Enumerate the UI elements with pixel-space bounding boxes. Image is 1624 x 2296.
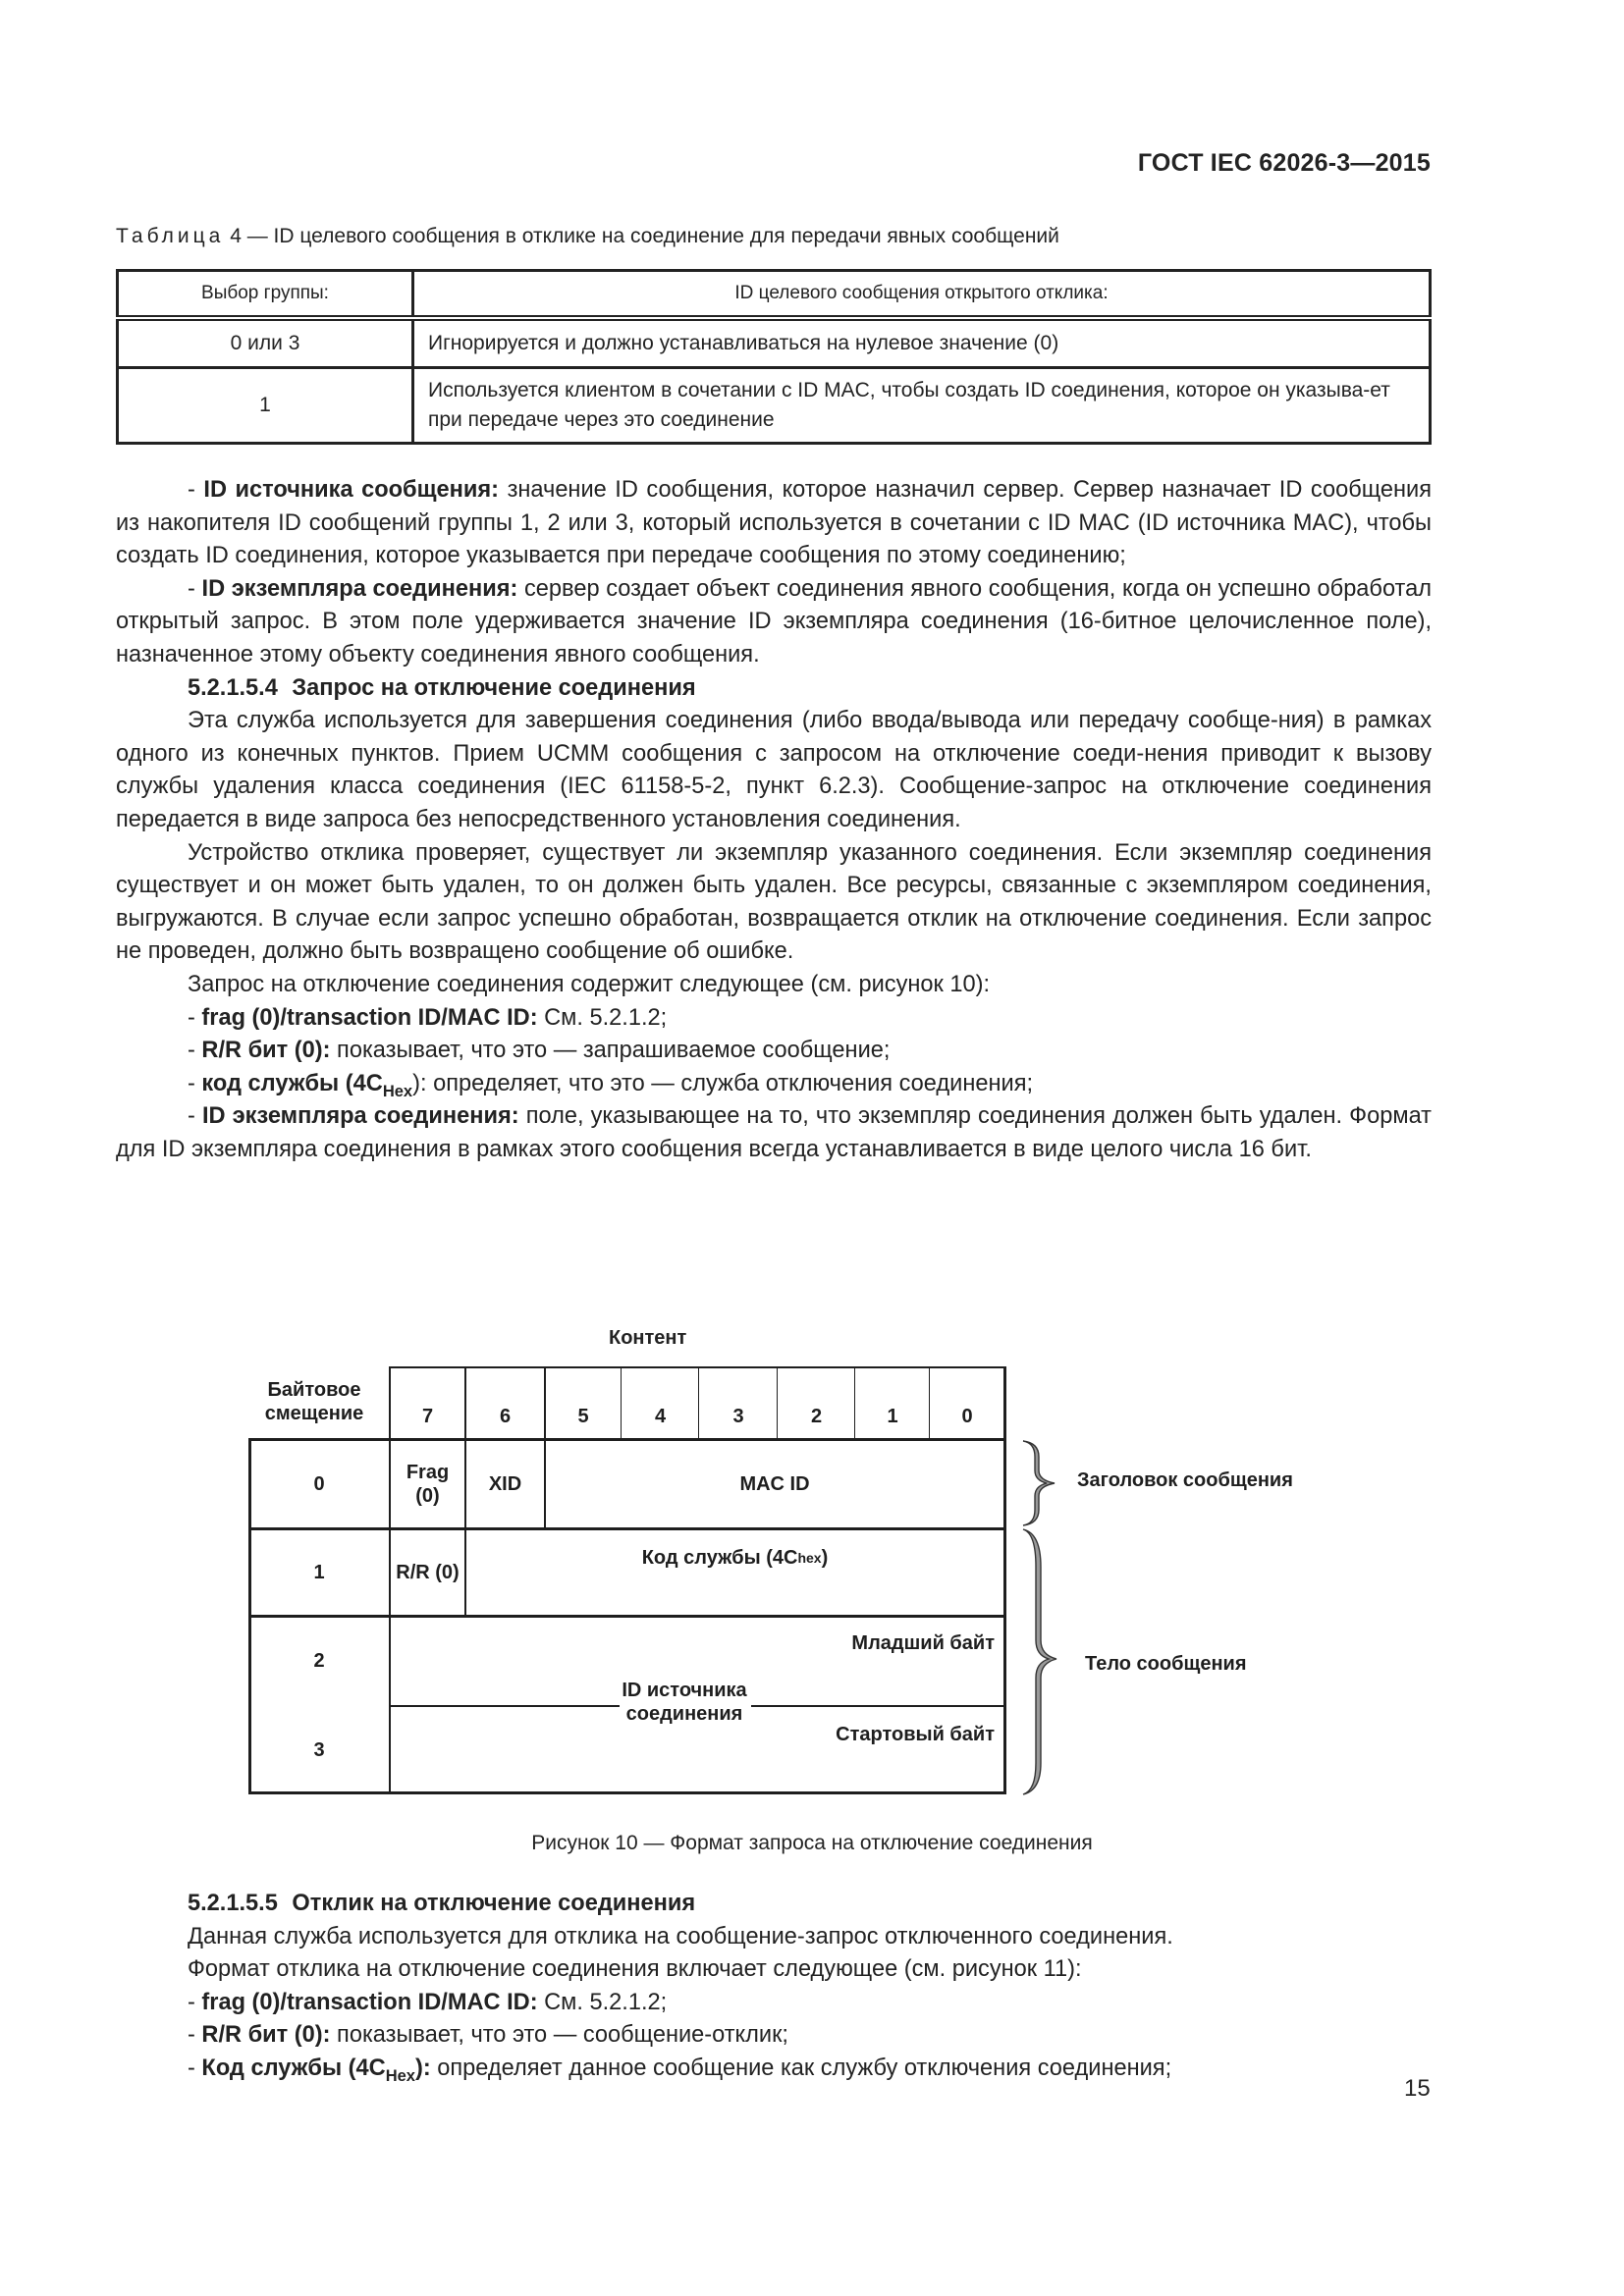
paragraph: Данная служба используется для отклика на сообщение-запрос отключенного соединения. — [188, 1923, 1173, 1949]
byte-offset: 2 — [313, 1650, 325, 1672]
table-cell-group: 1 — [118, 368, 413, 444]
definition: См. 5.2.1.2; — [537, 1989, 668, 2015]
table-caption-prefix: Таблица — [116, 225, 225, 247]
message-header-label: Заголовок сообщения — [1077, 1469, 1293, 1491]
table-header-row — [118, 271, 1431, 319]
term: ID экземпляра соединения: — [201, 1103, 519, 1130]
definition: значение ID сообщения, которое назначил сервер. Сервер назначает ID сообщения из накопителя ID сообщений группы 1, 2 или 3, который используется в сочетании с ID MAC (ID источника MAC), чтобы создать ID соединения, которое указывается при передаче сообщения по этому соединению; — [116, 477, 1432, 569]
rr-field: R/R (0) — [396, 1561, 460, 1583]
figure-caption: Рисунок 10 — Формат запроса на отключение соединения — [531, 1832, 1093, 1854]
section-heading-5-2-1-5-4: 5.2.1.5.4 Запрос на отключение соединения — [188, 674, 696, 701]
start-byte-label: Стартовый байт — [836, 1724, 995, 1745]
table-caption — [116, 225, 1059, 248]
paragraph: Устройство отклика проверяет, существует ли экземпляр указанного соединения. Если экземпляр соединения существует и он может быть удален, то он должен быть удален. Все ресурсы, связанные с экземпляром соединения, выгружаются. В случае если запрос успешно обработан, возвращается отклик на отключение соединения. Если запрос не проведен, должно быть возвращено сообщение об ошибке. — [116, 839, 1432, 965]
byte-offset: 0 — [313, 1472, 325, 1495]
table-header-group: Выбор группы: — [118, 271, 413, 319]
definition: определяет данное сообщение как службу отключения соединения; — [430, 2055, 1172, 2081]
term: Код службы (4C — [201, 2055, 386, 2081]
bit-header: 4 — [654, 1406, 667, 1427]
term: frag (0)/transaction ID/MAC ID: — [201, 1004, 538, 1031]
term: R/R бит (0): — [201, 1038, 331, 1064]
term: R/R бит (0): — [201, 2022, 331, 2049]
service-code-field: Код службы (4C hex ) — [641, 1546, 829, 1569]
bit-header: 5 — [577, 1406, 589, 1427]
list-item: - R/R бит (0): показывает, что это — запрашиваемое сообщение; — [188, 1038, 891, 1064]
mac-id-field: MAC ID — [739, 1472, 810, 1495]
list-item: - Код службы $(4C_{Hex})$: определяет данное сообщение как службу отключения соединения; — [188, 2055, 1172, 2085]
list-item: - frag (0)/transaction ID/MAC ID: См. 5.2.1.2; — [188, 1989, 668, 2015]
definition: сервер создает объект соединения явного сообщения, когда он успешно обработал открытый запрос. В этом поле удерживается значение ID экземпляра соединения (16-битное целочисленное поле), назначенное этому объекту соединения явного сообщения. — [116, 575, 1432, 667]
document-code-header: ГОСТ IEC 62026-3—2015 — [1137, 149, 1431, 177]
table-caption-text: 4 — ID целевого сообщения в отклике на соединение для передачи явных сообщений — [230, 225, 1059, 247]
list-item: - R/R бит (0): показывает, что это — сообщение-отклик; — [188, 2022, 788, 2049]
table-4 — [116, 269, 1432, 445]
page-number: 15 — [1404, 2075, 1431, 2102]
paragraph: Формат отклика на отключение соединения включает следующее (см. рисунок 11): — [188, 1956, 1082, 1983]
list-item: - код службы $(4C_{Hex})$: определяет, что это — служба отключения соединения; — [188, 1070, 1034, 1100]
message-body-label: Тело сообщения — [1085, 1653, 1247, 1675]
byte-offset-header: Байтовое смещение — [264, 1379, 364, 1424]
table-row — [118, 318, 1431, 368]
body-text-bottom — [116, 1888, 1432, 2086]
figure-10-diagram — [248, 1366, 1004, 1793]
paragraph: Запрос на отключение соединения содержит следующее (см. рисунок 10): — [188, 971, 991, 997]
frag-field: Frag (0) — [406, 1461, 450, 1507]
definition: ): определяет, что это — служба отключения соединения; — [412, 1070, 1034, 1096]
section-heading-5-2-1-5-5: 5.2.1.5.5 Отклик на отключение соединения — [188, 1891, 696, 1916]
bit-header: 3 — [732, 1406, 744, 1427]
table-cell-value: Используется клиентом в сочетании с ID MAC, чтобы создать ID соединения, которое он указыва-ет при передаче через это соединение — [413, 368, 1431, 444]
list-item: - frag (0)/transaction ID/MAC ID: См. 5.2.1.2; — [188, 1004, 668, 1031]
body-text-top — [116, 474, 1432, 1166]
table-header-target-id: ID целевого сообщения открытого отклика: — [413, 271, 1431, 319]
term: ID экземпляра соединения: — [201, 575, 518, 602]
definition: поле, указывающее на то, что экземпляр соединения должен быть удален. Формат для ID экземпляра соединения в рамках этого сообщения всегда устанавливается в виде целого числа 16 бит. — [116, 1103, 1432, 1162]
figure-content-title: Контент — [609, 1327, 687, 1349]
table-cell-value: Игнорируется и должно устанавливаться на нулевое значение (0) — [413, 318, 1431, 368]
bit-header: 2 — [810, 1406, 823, 1427]
term: ID источника сообщения: — [203, 477, 500, 503]
byte-offset: 3 — [313, 1738, 325, 1761]
definition: показывает, что это — сообщение-отклик; — [330, 2022, 788, 2049]
xid-field: XID — [488, 1472, 522, 1495]
low-byte-label: Младший байт — [851, 1632, 995, 1654]
bit-header: 7 — [421, 1406, 434, 1427]
source-id-field: ID источника соединения — [616, 1679, 753, 1734]
definition: показывает, что это — запрашиваемое сообщение; — [330, 1038, 891, 1064]
list-item: - ID экземпляра соединения: сервер создает объект соединения явного сообщения, когда он успешно обработал открытый запрос. В этом поле удерживается значение ID экземпляра соединения (16-битное целочисленное поле), назначенное этому объекту соединения явного сообщения. — [116, 575, 1432, 667]
term: код службы — [201, 1070, 340, 1096]
table-row — [118, 368, 1431, 444]
paragraph: Эта служба используется для завершения соединения (либо ввода/вывода или передачу сообще-ния) в рамках одного из конечных пунктов. Прием UCMM сообщения с запросом на отключение соеди-нения приводит к вызову службы удаления класса соединения (IEC 61158-5-2, пункт 6.2.3). Сообщение-запрос на отключение соединения передается в виде запроса без непосредственного установления соединения. — [116, 708, 1432, 832]
bit-header: 0 — [961, 1406, 973, 1427]
byte-offset: 1 — [313, 1561, 325, 1583]
brace-header-icon — [1021, 1439, 1070, 1797]
bit-header: 1 — [887, 1406, 898, 1427]
list-item: - ID экземпляра соединения: поле, указывающее на то, что экземпляр соединения должен быть удален. Формат для ID экземпляра соединения в рамках этого сообщения всегда устанавливается в виде целого числа 16 бит. — [116, 1103, 1432, 1162]
table-cell-group: 0 или 3 — [118, 318, 413, 368]
bit-header: 6 — [499, 1406, 512, 1427]
term: frag (0)/transaction ID/MAC ID: — [201, 1989, 538, 2015]
definition: См. 5.2.1.2; — [537, 1004, 668, 1031]
list-item: - ID источника сообщения: значение ID сообщения, которое назначил сервер. Сервер назначает ID сообщения из накопителя ID сообщений группы 1, 2 или 3, который используется в сочетании с ID MAC (ID источника MAC), чтобы создать ID соединения, которое указывается при передаче сообщения по этому соединению; — [116, 477, 1432, 569]
